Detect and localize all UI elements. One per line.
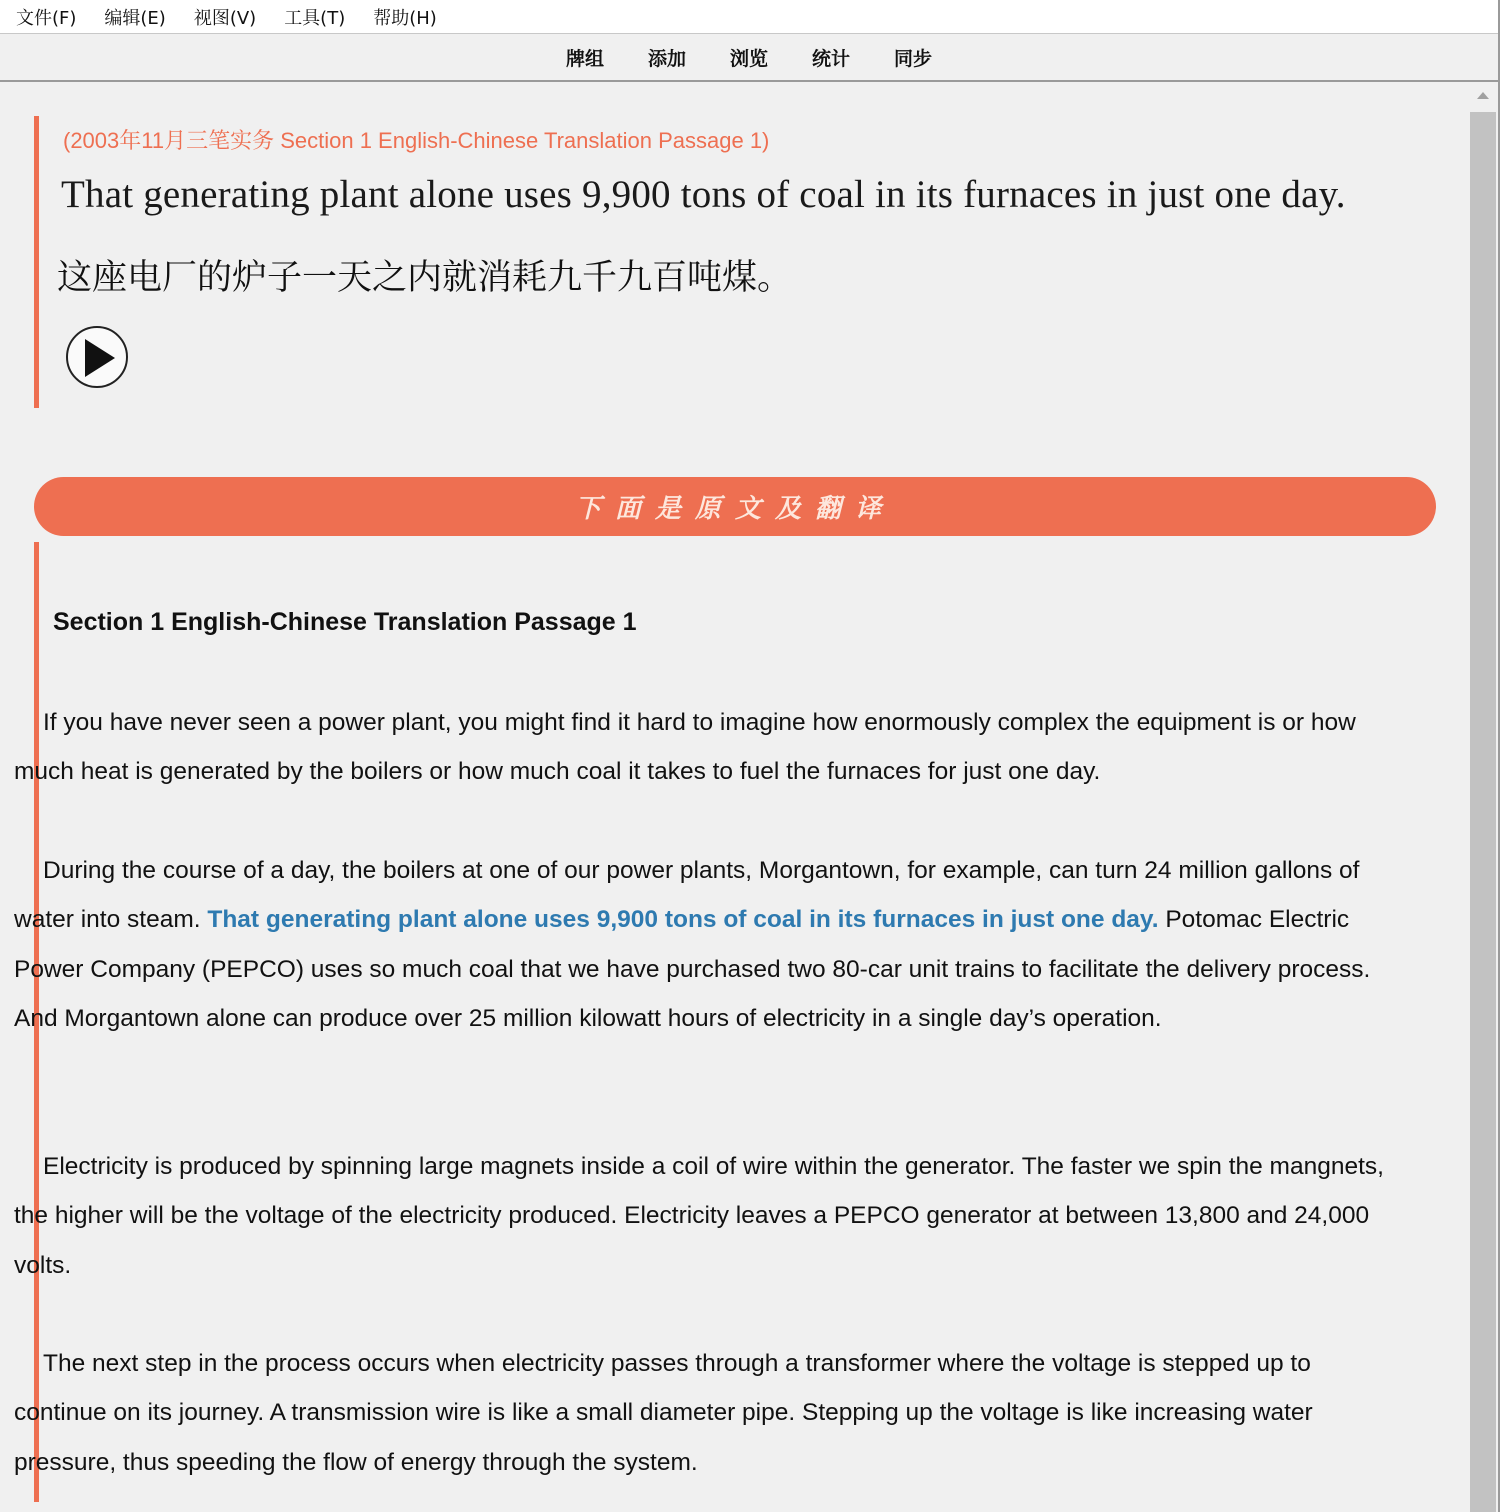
menu-file[interactable]: 文件(F) xyxy=(16,7,77,29)
scroll-thumb[interactable] xyxy=(1470,112,1496,1512)
toolbar-add[interactable]: 添加 xyxy=(647,47,686,70)
menu-bar xyxy=(0,0,1498,34)
toolbar xyxy=(0,34,1498,82)
banner-label: 下面是原文及翻译 xyxy=(574,494,895,524)
paragraph-2-text-before: During the course of a day, the boilers at one of our power plants, Morgantown, for example, can turn 24 million gallons of water into steam. xyxy=(14,857,1360,934)
article-title: Section 1 English-Chinese Translation Passage 1 xyxy=(53,608,637,636)
card-source: (2003年11月三笔实务 Section 1 English-Chinese Translation Passage 1) xyxy=(63,128,770,153)
menu-tools[interactable]: 工具(T) xyxy=(284,7,346,29)
paragraph-2-text-after: Potomac Electric Power Company (PEPCO) uses so much coal that we have purchased two 80-car unit trains to facilitate the delivery process. And Morgantown alone can produce over 25 million kilowatt hours of electricity in a single day’s operation. xyxy=(14,906,1371,1032)
vertical-scrollbar[interactable] xyxy=(1468,84,1498,1512)
article-paragraph-3: Electricity is produced by spinning large magnets inside a coil of wire within the generator. The faster we spin the mangnets, the higher will be the voltage of the electricity produced. Electricity leaves a PEPCO generator at between 13,800 and 24,000 volts. xyxy=(14,1153,1384,1279)
chinese-translation: 这座电厂的炉子一天之内就消耗九千九百吨煤。 xyxy=(57,258,793,298)
play-audio-button[interactable] xyxy=(66,326,128,388)
highlighted-sentence: That generating plant alone uses 9,900 tons of coal in its furnaces in just one day. xyxy=(207,906,1159,934)
menu-help[interactable]: 帮助(H) xyxy=(373,7,437,29)
menu-view[interactable]: 视图(V) xyxy=(193,7,257,29)
play-icon xyxy=(85,339,115,377)
toolbar-decks[interactable]: 牌组 xyxy=(565,47,604,70)
article-paragraph-1: If you have never seen a power plant, you might find it hard to imagine how enormously complex the equipment is or how much heat is generated by the boilers or how much coal it takes to fuel the furnaces for just one day. xyxy=(14,709,1356,786)
toolbar-sync[interactable]: 同步 xyxy=(894,47,933,70)
menu-edit[interactable]: 编辑(E) xyxy=(104,7,166,29)
toolbar-stats[interactable]: 统计 xyxy=(812,47,851,70)
card-content-area xyxy=(0,84,1468,1512)
english-sentence: That generating plant alone uses 9,900 tons of coal in its furnaces in just one day. xyxy=(61,173,1346,216)
scroll-up-arrow-icon[interactable] xyxy=(1477,92,1489,99)
card-front xyxy=(34,116,1454,408)
toolbar-browse[interactable]: 浏览 xyxy=(729,47,768,70)
article-paragraph-4: The next step in the process occurs when electricity passes through a transformer where the voltage is stepped up to continue on its journey. A transmission wire is like a small diameter pipe. Stepping up the voltage is like increasing water pressure, thus speeding the flow of energy through the system. xyxy=(14,1350,1313,1476)
original-text-banner xyxy=(34,477,1436,536)
article-paragraph-2 xyxy=(14,846,1386,1043)
